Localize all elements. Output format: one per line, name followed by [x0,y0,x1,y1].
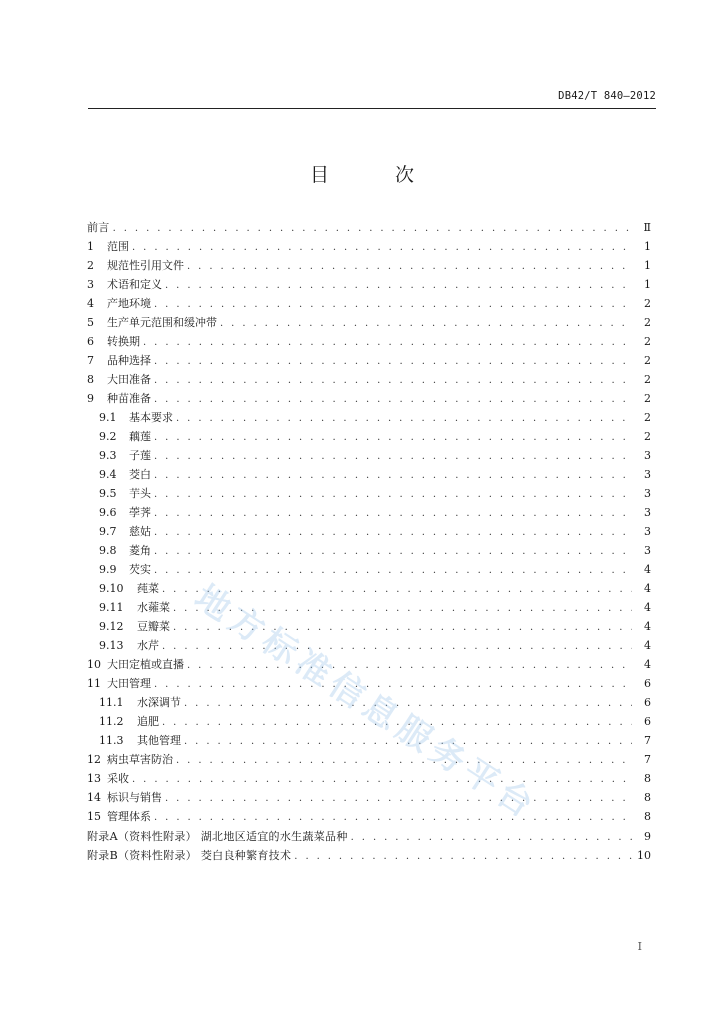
dot-leader [165,789,632,807]
toc-entry-number: 5 [87,316,94,330]
dot-leader [162,713,632,731]
dot-leader [154,352,632,370]
toc-entry-page: 2 [644,316,651,330]
toc-entry-page: 7 [644,734,651,748]
header-divider [88,108,656,109]
dot-leader [154,523,632,541]
toc-entry-label: 大田定植或直播 [107,658,184,672]
dot-leader [162,580,632,598]
toc-entry[interactable] [87,750,651,769]
toc-entry-page: 6 [644,677,651,691]
toc-entry-number: 9.7 [99,525,117,539]
toc-entry-page: 6 [644,715,651,729]
toc-entry-number: 11 [87,677,101,691]
toc-entry-page: 4 [644,582,651,596]
toc-entry-number: 7 [87,354,94,368]
toc-entry-number: 9 [87,392,94,406]
toc-entry-label: 生产单元范围和缓冲带 [107,316,217,330]
toc-entry[interactable] [87,731,651,750]
toc-entry-page: 4 [644,601,651,615]
toc-entry[interactable] [87,237,651,256]
toc-entry[interactable] [87,598,651,617]
toc-entry[interactable] [87,218,651,237]
dot-leader [154,295,632,313]
toc-entry-label: 芋头 [129,487,151,501]
dot-leader [154,542,632,560]
toc-entry-number: 9.2 [99,430,117,444]
toc-entry[interactable] [87,389,651,408]
dot-leader [351,828,632,846]
toc-entry-label: 附录A（资料性附录） 湖北地区适宜的水生蔬菜品种 [87,829,348,843]
toc-entry-label: 转换期 [107,335,140,349]
toc-entry-label: 藕莲 [129,430,151,444]
toc-entry-page: 8 [644,810,651,824]
toc-entry-label: 子莲 [129,449,151,463]
toc-entry[interactable] [87,370,651,389]
toc-entry-number: 1 [87,240,94,254]
dot-leader [187,656,632,674]
dot-leader [154,371,632,389]
toc-entry-page: 1 [644,259,651,273]
toc-entry[interactable] [87,465,651,484]
dot-leader [162,637,632,655]
toc-entry-label: 菱角 [129,544,151,558]
toc-entry-label: 莼菜 [137,582,159,596]
standard-code: DB42/T 840—2012 [558,90,656,102]
toc-entry[interactable] [87,579,651,598]
toc-entry-page: 2 [644,373,651,387]
toc-entry-number: 6 [87,335,94,349]
toc-entry-page: 8 [644,791,651,805]
toc-entry-page: 3 [644,525,651,539]
toc-entry-label: 管理体系 [107,810,151,824]
dot-leader [154,561,632,579]
toc-entry-page: 8 [644,772,651,786]
toc-entry-label: 水芹 [137,639,159,653]
toc-entry[interactable] [87,541,651,560]
toc-entry-number: 10 [87,658,101,672]
toc-entry[interactable] [87,408,651,427]
toc-entry-number: 9.9 [99,563,117,577]
toc-entry-label: 病虫草害防治 [107,753,173,767]
toc-entry-number: 11.3 [99,734,124,748]
toc-entry-page: 7 [644,753,651,767]
toc-entry[interactable] [87,351,651,370]
dot-leader [220,314,632,332]
toc-entry-page: 9 [644,829,651,843]
dot-leader [154,390,632,408]
toc-entry-label: 荸荠 [129,506,151,520]
toc-entry[interactable] [87,674,651,693]
toc-entry[interactable] [87,846,651,865]
toc-entry[interactable] [87,313,651,332]
toc-entry-page: 4 [644,658,651,672]
toc-entry-number: 8 [87,373,94,387]
toc-entry-label: 规范性引用文件 [107,259,184,273]
toc-entry-label: 前言 [87,221,110,234]
toc-entry-label: 术语和定义 [107,278,162,292]
toc-entry-label: 茭白 [129,468,151,482]
toc-entry-page: 4 [644,563,651,577]
dot-leader [184,732,632,750]
toc-entry-label: 基本要求 [129,411,173,425]
toc-entry-label: 大田管理 [107,677,151,691]
toc-entry-page: 4 [644,620,651,634]
toc-entry-page: 1 [644,240,651,254]
toc-entry[interactable] [87,693,651,712]
toc-entry[interactable] [87,788,651,807]
toc-entry-page: 2 [644,430,651,444]
toc-entry[interactable] [87,617,651,636]
dot-leader [176,409,632,427]
dot-leader [143,333,632,351]
toc-entry[interactable] [87,256,651,275]
toc-entry-label: 其他管理 [137,734,181,748]
toc-entry[interactable] [87,427,651,446]
page-number: I [637,940,642,953]
toc-entry-page: 3 [644,544,651,558]
toc-entry-number: 9.4 [99,468,117,482]
toc-entry[interactable] [87,332,651,351]
toc-entry-number: 2 [87,259,94,273]
toc-entry-number: 13 [87,772,101,786]
dot-leader [165,276,632,294]
dot-leader [173,618,632,636]
toc-entry-page: Ⅱ [643,221,651,234]
toc-entry-page: 3 [644,468,651,482]
toc-entry[interactable] [87,655,651,674]
toc-entry-number: 9.12 [99,620,124,634]
toc-entry[interactable] [87,446,651,465]
toc-entry-page: 2 [644,335,651,349]
toc-entry-label: 水深调节 [137,696,181,710]
toc-entry-label: 追肥 [137,715,159,729]
toc-entry-number: 11.1 [99,696,124,710]
toc-entry-label: 慈姑 [129,525,151,539]
toc-entry-label: 附录B（资料性附录） 茭白良种繁育技术 [87,848,292,862]
toc-entry[interactable] [87,769,651,788]
toc-entry-number: 9.1 [99,411,117,425]
toc-entry-page: 2 [644,354,651,368]
dot-leader [173,599,632,617]
toc-entry-number: 9.11 [99,601,124,615]
toc-entry-page: 6 [644,696,651,710]
toc-entry-label: 产地环境 [107,297,151,311]
toc-entry[interactable] [87,484,651,503]
dot-leader [154,504,632,522]
dot-leader [294,847,632,865]
dot-leader [154,447,632,465]
toc-entry[interactable] [87,560,651,579]
toc-entry-number: 4 [87,297,94,311]
toc-entry-number: 11.2 [99,715,124,729]
toc-entry-number: 14 [87,791,101,805]
toc-entry-number: 3 [87,278,94,292]
toc-entry-page: 3 [644,487,651,501]
dot-leader [154,485,632,503]
toc-entry[interactable] [87,712,651,731]
page-title: 目 次 [309,164,445,186]
dot-leader [154,466,632,484]
dot-leader [113,219,632,237]
toc-entry-label: 采收 [107,772,129,786]
toc-entry-label: 种苗准备 [107,392,151,406]
toc-entry-page: 10 [637,848,651,862]
toc-entry-number: 9.6 [99,506,117,520]
toc-entry-number: 9.13 [99,639,124,653]
toc-entry-label: 芡实 [129,563,151,577]
toc-entry-label: 豆瓣菜 [137,620,170,634]
toc-entry-label: 大田准备 [107,373,151,387]
toc-entry-number: 9.5 [99,487,117,501]
dot-leader [132,770,632,788]
toc-entry[interactable] [87,503,651,522]
table-of-contents [87,218,651,865]
toc-entry-page: 3 [644,506,651,520]
toc-entry[interactable] [87,827,651,846]
toc-entry[interactable] [87,807,651,826]
toc-entry-number: 9.8 [99,544,117,558]
dot-leader [154,675,632,693]
toc-entry-label: 水蕹菜 [137,601,170,615]
dot-leader [132,238,632,256]
toc-entry-page: 2 [644,411,651,425]
dot-leader [154,808,632,826]
dot-leader [154,428,632,446]
toc-entry[interactable] [87,294,651,313]
toc-entry-label: 标识与销售 [107,791,162,805]
dot-leader [176,751,632,769]
toc-entry-page: 2 [644,297,651,311]
dot-leader [184,694,632,712]
toc-entry-page: 1 [644,278,651,292]
toc-entry[interactable] [87,522,651,541]
toc-entry-page: 2 [644,392,651,406]
toc-entry-number: 9.3 [99,449,117,463]
toc-entry-number: 15 [87,810,101,824]
toc-entry-number: 12 [87,753,101,767]
toc-entry-label: 范围 [107,240,129,254]
watermark-text: 地方标准信息服务平台 [187,577,545,829]
toc-entry-label: 品种选择 [107,354,151,368]
toc-entry-page: 4 [644,639,651,653]
toc-entry[interactable] [87,275,651,294]
toc-entry[interactable] [87,636,651,655]
dot-leader [187,257,632,275]
toc-entry-page: 3 [644,449,651,463]
toc-entry-number: 9.10 [99,582,124,596]
